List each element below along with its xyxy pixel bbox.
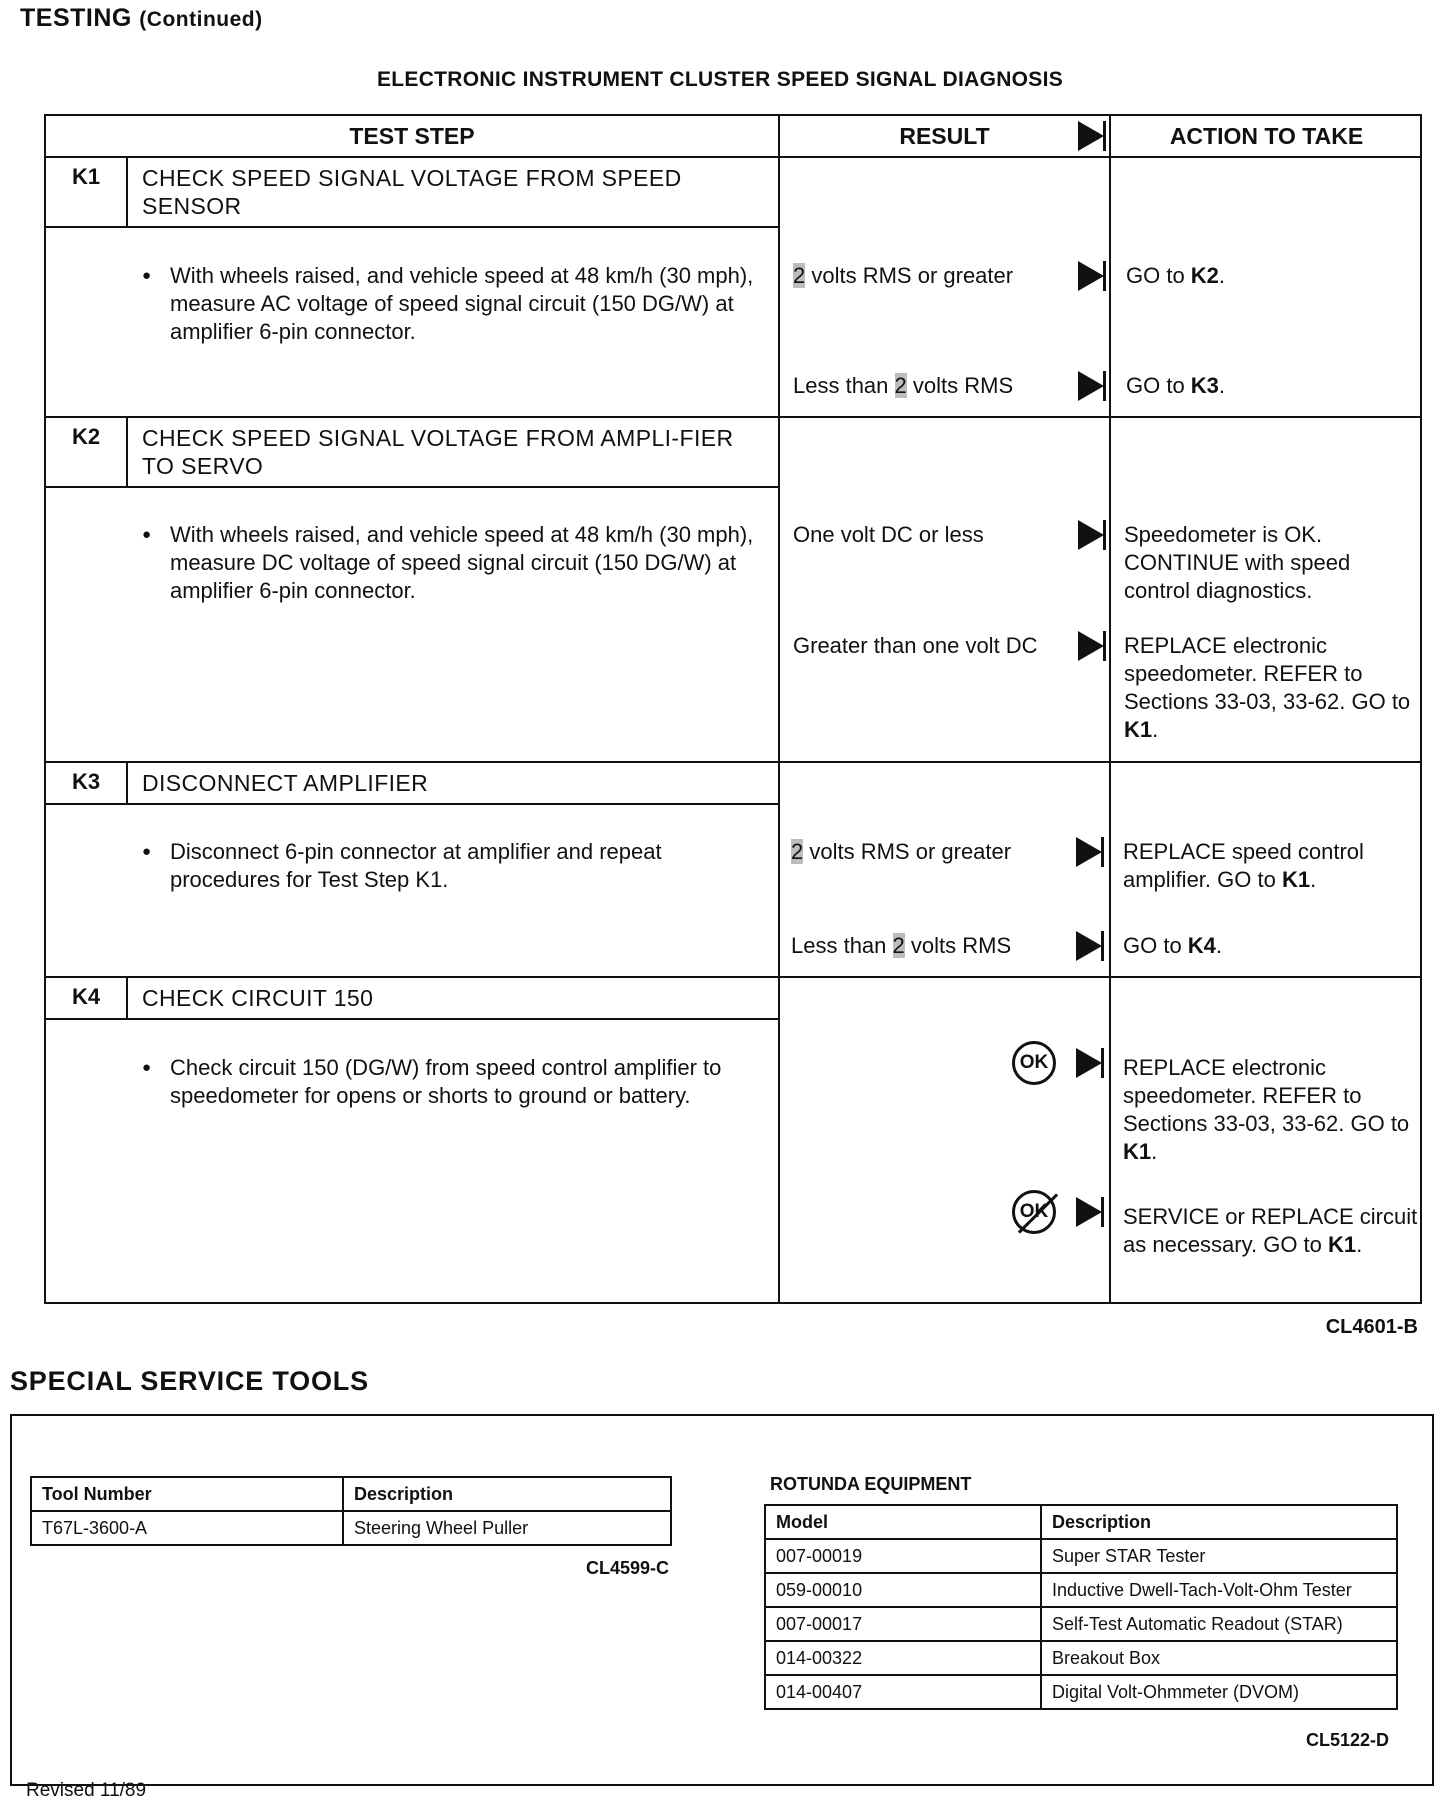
header-result: RESULT xyxy=(899,123,990,149)
action-text: SERVICE or REPLACE circuit as necessary. GO to K1. xyxy=(1123,1204,1418,1257)
arrow-icon xyxy=(1078,631,1104,661)
table-cell: T67L-3600-A xyxy=(31,1511,343,1545)
id-divider xyxy=(126,416,128,486)
diagnosis-table xyxy=(44,114,1422,1304)
result-text: 2 volts RMS or greater xyxy=(793,263,1014,288)
row-divider xyxy=(46,803,780,805)
action-text: GO to K2. xyxy=(1126,263,1226,288)
step-id: K1 xyxy=(71,164,101,189)
table-cell: Steering Wheel Puller xyxy=(343,1511,671,1545)
result-text: Greater than one volt DC xyxy=(793,633,1038,658)
step-id: K4 xyxy=(71,984,101,1009)
diagnosis-title: ELECTRONIC INSTRUMENT CLUSTER SPEED SIGNAL DIAGNOSIS xyxy=(376,68,1064,91)
column-header: Description xyxy=(1041,1505,1397,1539)
tool-table xyxy=(30,1476,672,1546)
step-divider xyxy=(46,416,1422,418)
column-header: Tool Number xyxy=(31,1477,343,1511)
step-divider xyxy=(46,976,1422,978)
figure-code: CL4601-B xyxy=(1325,1316,1418,1338)
tools-heading: SPECIAL SERVICE TOOLS xyxy=(10,1366,369,1396)
not-ok-symbol-icon: OK xyxy=(1012,1190,1056,1234)
step-title: DISCONNECT AMPLIFIER xyxy=(142,770,429,796)
header-action: ACTION TO TAKE xyxy=(1169,123,1364,149)
table-cell: Self-Test Automatic Readout (STAR) xyxy=(1041,1607,1397,1641)
table-cell: 007-00019 xyxy=(765,1539,1041,1573)
row-divider xyxy=(46,486,780,488)
step-id: K2 xyxy=(71,424,101,449)
arrow-icon xyxy=(1078,371,1104,401)
result-text: Less than 2 volts RMS xyxy=(791,933,1012,958)
table-cell: Digital Volt-Ohmmeter (DVOM) xyxy=(1041,1675,1397,1709)
table-row xyxy=(765,1607,1397,1641)
column-divider xyxy=(1109,116,1111,1304)
table-cell: Super STAR Tester xyxy=(1041,1539,1397,1573)
revision-footer: Revised 11/89 xyxy=(26,1780,147,1801)
rotunda-table xyxy=(764,1504,1398,1710)
table-cell: Breakout Box xyxy=(1041,1641,1397,1675)
result-text: 2 volts RMS or greater xyxy=(791,839,1012,864)
step-id: K3 xyxy=(71,769,101,794)
table-cell: 007-00017 xyxy=(765,1607,1041,1641)
table-header-row xyxy=(31,1477,671,1511)
header-test-step: TEST STEP xyxy=(349,123,475,149)
action-text: REPLACE electronic speedometer. REFER to Sections 33-03, 33-62. GO to K1. xyxy=(1124,633,1411,742)
arrow-icon xyxy=(1076,837,1102,867)
section-heading-sub: (Continued) xyxy=(139,8,263,31)
table-cell: 014-00322 xyxy=(765,1641,1041,1675)
action-text: GO to K3. xyxy=(1126,373,1226,398)
table-row xyxy=(765,1641,1397,1675)
table-row xyxy=(765,1539,1397,1573)
result-text: Less than 2 volts RMS xyxy=(793,373,1014,398)
figure-code: CL4599-C xyxy=(586,1558,670,1578)
table-row xyxy=(765,1573,1397,1607)
table-row xyxy=(765,1675,1397,1709)
rotunda-title: ROTUNDA EQUIPMENT xyxy=(770,1474,972,1494)
action-text: GO to K4. xyxy=(1123,933,1223,958)
step-instruction: ● Check circuit 150 (DG/W) from speed control amplifier to speedometer for opens or shorts to ground or battery. xyxy=(142,1054,767,1110)
row-divider xyxy=(46,1018,780,1020)
action-text: REPLACE speed control amplifier. GO to K1. xyxy=(1123,839,1364,892)
row-divider xyxy=(46,226,780,228)
ok-symbol-icon: OK xyxy=(1012,1041,1056,1085)
table-row xyxy=(31,1511,671,1545)
table-cell: 059-00010 xyxy=(765,1573,1041,1607)
column-header: Model xyxy=(765,1505,1041,1539)
table-cell: Inductive Dwell-Tach-Volt-Ohm Tester xyxy=(1041,1573,1397,1607)
arrow-icon xyxy=(1076,931,1102,961)
id-divider xyxy=(126,976,128,1018)
figure-code: CL5122-D xyxy=(1306,1730,1390,1750)
result-text: One volt DC or less xyxy=(793,522,984,547)
step-instruction: ● With wheels raised, and vehicle speed at 48 km/h (30 mph), measure AC voltage of speed signal circuit (150 DG/W) at amplifier 6-pin connector. xyxy=(142,262,767,346)
action-text: Speedometer is OK. CONTINUE with speed control diagnostics. xyxy=(1124,522,1351,603)
arrow-icon xyxy=(1076,1048,1102,1078)
arrow-icon xyxy=(1076,1197,1102,1227)
table-cell: 014-00407 xyxy=(765,1675,1041,1709)
id-divider xyxy=(126,761,128,803)
step-title: CHECK SPEED SIGNAL VOLTAGE FROM AMPLI-FIER TO SERVO xyxy=(142,425,734,479)
section-heading xyxy=(20,4,263,33)
table-header-row xyxy=(765,1505,1397,1539)
column-header: Description xyxy=(343,1477,671,1511)
id-divider xyxy=(126,156,128,226)
step-title: CHECK SPEED SIGNAL VOLTAGE FROM SPEED SENSOR xyxy=(142,165,682,219)
action-text: REPLACE electronic speedometer. REFER to Sections 33-03, 33-62. GO to K1. xyxy=(1123,1055,1410,1164)
step-divider xyxy=(46,761,1422,763)
arrow-icon xyxy=(1078,261,1104,291)
column-divider xyxy=(778,116,780,1304)
section-heading-main: TESTING xyxy=(20,4,132,32)
arrow-icon xyxy=(1078,520,1104,550)
step-title: CHECK CIRCUIT 150 xyxy=(142,985,374,1011)
step-instruction: ● With wheels raised, and vehicle speed at 48 km/h (30 mph), measure DC voltage of speed signal circuit (150 DG/W) at amplifier 6-pin connector. xyxy=(142,521,767,605)
header-divider xyxy=(46,156,1422,158)
step-instruction: ● Disconnect 6-pin connector at amplifier and repeat procedures for Test Step K1. xyxy=(142,838,767,894)
arrow-icon xyxy=(1078,121,1104,151)
